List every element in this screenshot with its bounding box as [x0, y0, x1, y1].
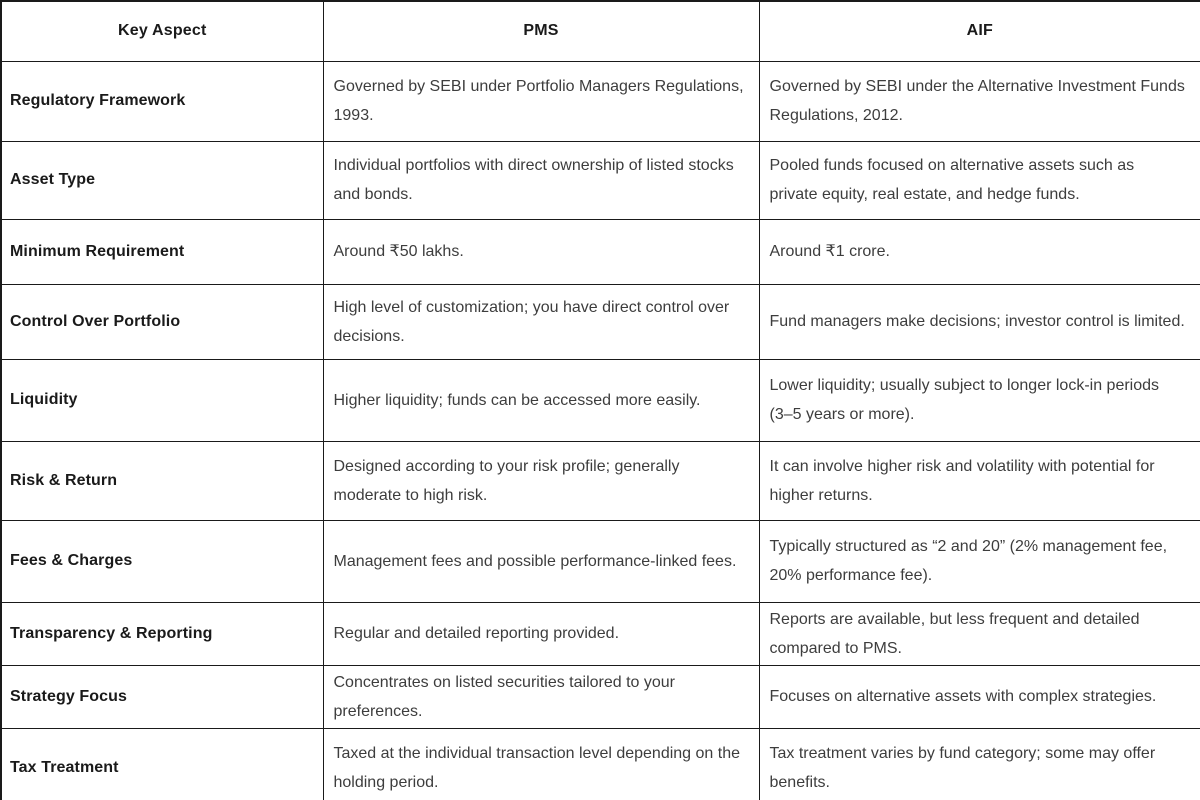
aif-cell: Around ₹1 crore. — [759, 219, 1200, 284]
aspect-label: Strategy Focus — [1, 665, 323, 728]
table-row-transparency-reporting — [1, 602, 1200, 665]
pms-cell: Taxed at the individual transaction level depending on the holding period. — [323, 728, 759, 800]
table-row-risk-return — [1, 441, 1200, 520]
header-pms: PMS — [323, 1, 759, 61]
aspect-label: Control Over Portfolio — [1, 284, 323, 359]
aif-cell: It can involve higher risk and volatility with potential for higher returns. — [759, 441, 1200, 520]
aif-cell: Reports are available, but less frequent and detailed compared to PMS. — [759, 602, 1200, 665]
aspect-label: Transparency & Reporting — [1, 602, 323, 665]
header-key-aspect: Key Aspect — [1, 1, 323, 61]
aspect-label: Tax Treatment — [1, 728, 323, 800]
aif-cell: Lower liquidity; usually subject to longer lock-in periods (3–5 years or more). — [759, 359, 1200, 441]
aspect-label: Regulatory Framework — [1, 61, 323, 141]
header-aif: AIF — [759, 1, 1200, 61]
aif-cell: Governed by SEBI under the Alternative Investment Funds Regulations, 2012. — [759, 61, 1200, 141]
aspect-label: Asset Type — [1, 141, 323, 219]
aif-cell: Fund managers make decisions; investor control is limited. — [759, 284, 1200, 359]
table-row-strategy-focus — [1, 665, 1200, 728]
aspect-label: Fees & Charges — [1, 520, 323, 602]
pms-cell: Management fees and possible performance-linked fees. — [323, 520, 759, 602]
pms-cell: High level of customization; you have direct control over decisions. — [323, 284, 759, 359]
aif-cell: Focuses on alternative assets with complex strategies. — [759, 665, 1200, 728]
table-row-liquidity — [1, 359, 1200, 441]
pms-cell: Designed according to your risk profile; generally moderate to high risk. — [323, 441, 759, 520]
pms-cell: Individual portfolios with direct ownership of listed stocks and bonds. — [323, 141, 759, 219]
table-row-regulatory-framework — [1, 61, 1200, 141]
table-row-minimum-requirement — [1, 219, 1200, 284]
header-row — [1, 1, 1200, 61]
aif-cell: Pooled funds focused on alternative assets such as private equity, real estate, and hedge funds. — [759, 141, 1200, 219]
pms-cell: Regular and detailed reporting provided. — [323, 602, 759, 665]
table-row-tax-treatment — [1, 728, 1200, 800]
aspect-label: Liquidity — [1, 359, 323, 441]
aspect-label: Minimum Requirement — [1, 219, 323, 284]
pms-cell: Governed by SEBI under Portfolio Managers Regulations, 1993. — [323, 61, 759, 141]
aif-cell: Typically structured as “2 and 20” (2% management fee, 20% performance fee). — [759, 520, 1200, 602]
pms-cell: Higher liquidity; funds can be accessed more easily. — [323, 359, 759, 441]
table-row-fees-charges — [1, 520, 1200, 602]
aif-cell: Tax treatment varies by fund category; some may offer benefits. — [759, 728, 1200, 800]
aspect-label: Risk & Return — [1, 441, 323, 520]
pms-cell: Around ₹50 lakhs. — [323, 219, 759, 284]
table-row-asset-type — [1, 141, 1200, 219]
pms-cell: Concentrates on listed securities tailored to your preferences. — [323, 665, 759, 728]
table-row-control-over-portfolio — [1, 284, 1200, 359]
